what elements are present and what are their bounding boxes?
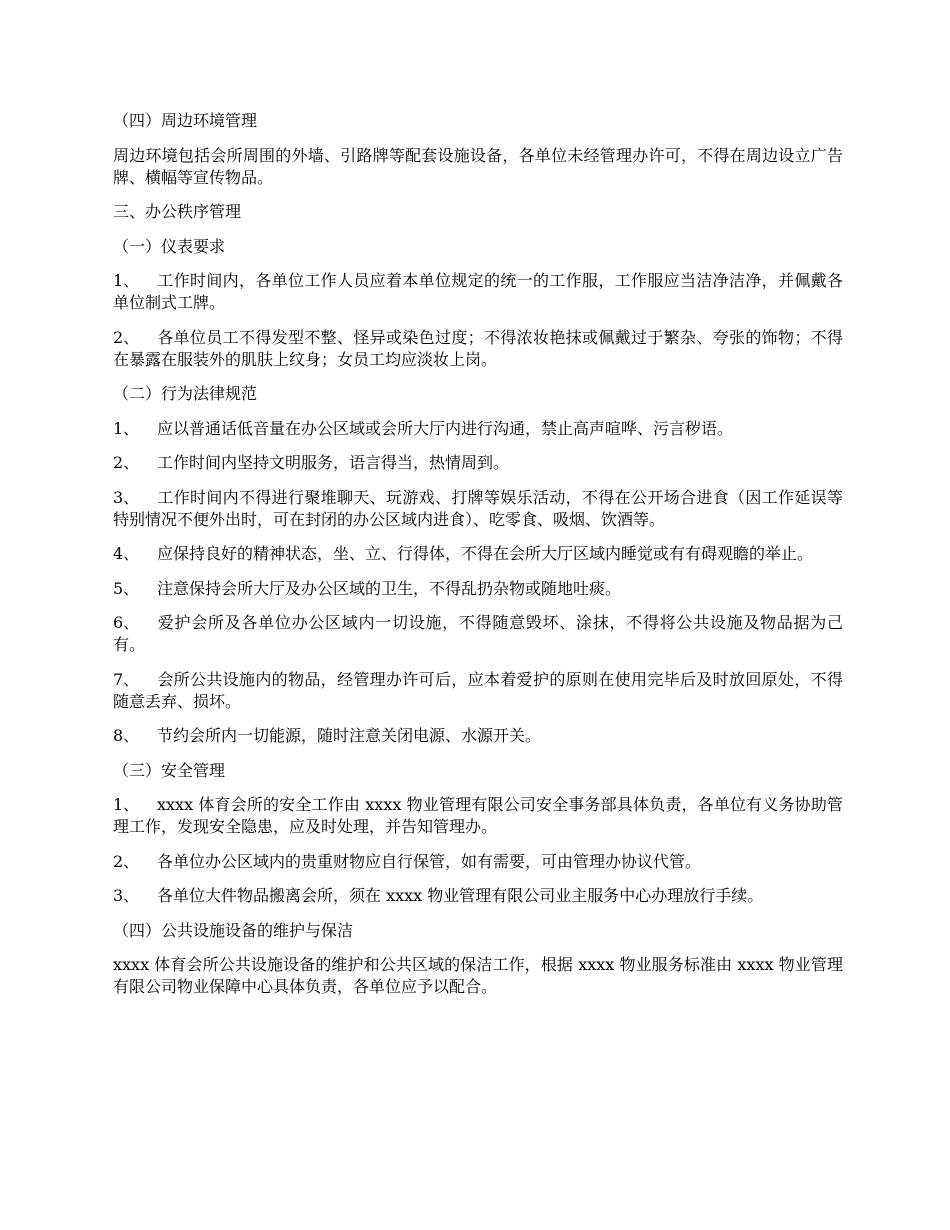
list-item (113, 487, 843, 531)
list-item (113, 612, 843, 656)
list-item-text: 各单位大件物品搬离会所，须在 xxxx 物业管理有限公司业主服务中心办理放行手续。 (157, 886, 764, 905)
list-item-text: xxxx 体育会所的安全工作由 xxxx 物业管理有限公司安全事务部具体负责，各单位有义务协助管理工作，发现安全隐患，应及时处理，并告知管理办。 (113, 795, 843, 836)
list-item (113, 270, 843, 314)
list-item (113, 418, 843, 440)
list-item-text: 各单位员工不得发型不整、怪异或染色过度；不得浓妆艳抹或佩戴过于繁杂、夸张的饰物；不得在暴露在服装外的肌肤上纹身；女员工均应淡妆上岗。 (113, 327, 843, 369)
section-heading: （四）周边环境管理 (113, 111, 258, 130)
section-heading: 三、办公秩序管理 (113, 202, 242, 221)
list-item (113, 327, 843, 371)
list-item-number: 2、 (113, 327, 140, 347)
list-item-text: 各单位办公区域内的贵重财物应自行保管，如有需要，可由管理办协议代管。 (157, 851, 702, 871)
list-item (113, 725, 843, 747)
list-item (113, 578, 843, 600)
list-item-text: 注意保持会所大厅及办公区域的卫生，不得乱扔杂物或随地吐痰。 (157, 578, 622, 598)
list-item-number: 2、 (113, 851, 140, 871)
section-heading: （四）公共设施设备的维护与保洁 (113, 920, 354, 940)
list-item-text: 应以普通话低音量在办公区域或会所大厅内进行沟通，禁止高声喧哗、污言秽语。 (157, 418, 734, 438)
list-item-text: 会所公共设施内的物品，经管理办许可后，应本着爱护的原则在使用完毕后及时放回原处，不得随意丢弃、损坏。 (113, 669, 843, 711)
list-item-number: 2、 (113, 453, 140, 472)
list-item (113, 851, 843, 873)
list-item-number: 7、 (113, 669, 140, 689)
list-item-text: 爱护会所及各单位办公区域内一切设施，不得随意毁坏、涂抹，不得将公共设施及物品据为己有。 (113, 613, 843, 654)
list-item-number: 4、 (113, 544, 140, 563)
list-item-number: 1、 (113, 418, 140, 438)
list-item-number: 8、 (113, 726, 140, 745)
list-item (113, 543, 843, 565)
section-heading: （二）行为法律规范 (113, 384, 258, 403)
section-heading: （一）仪表要求 (113, 236, 226, 256)
list-item-text: 工作时间内坚持文明服务，语言得当，热情周到。 (157, 453, 510, 472)
section-heading: （三）安全管理 (113, 760, 226, 780)
list-item (113, 885, 843, 907)
list-item-text: 应保持良好的精神状态，坐、立、行得体，不得在会所大厅区域内睡觉或有有碍观瞻的举止。 (157, 544, 814, 563)
document-page (113, 110, 843, 1011)
list-item (113, 452, 843, 474)
paragraph: xxxx 体育会所公共设施设备的维护和公共区域的保洁工作，根据 xxxx 物业服务标准由 xxxx 物业管理有限公司物业保障中心具体负责，各单位应予以配合。 (113, 955, 843, 996)
list-item-number: 1、 (113, 795, 140, 814)
list-item (113, 669, 843, 713)
list-item-number: 1、 (113, 271, 140, 290)
list-item-text: 工作时间内，各单位工作人员应着本单位规定的统一的工作服，工作服应当洁净洁净，并佩戴各单位制式工牌。 (113, 271, 843, 312)
list-item-number: 3、 (113, 487, 140, 507)
list-item (113, 794, 843, 838)
list-item-number: 6、 (113, 613, 140, 632)
list-item-number: 5、 (113, 578, 140, 598)
list-item-number: 3、 (113, 886, 140, 905)
list-item-text: 节约会所内一切能源，随时注意关闭电源、水源开关。 (157, 726, 542, 745)
list-item-text: 工作时间内不得进行聚堆聊天、玩游戏、打牌等娱乐活动，不得在公开场合进食（因工作延误等特别情况不便外出时，可在封闭的办公区域内进食）、吃零食、吸烟、饮酒等。 (113, 487, 843, 529)
paragraph: 周边环境包括会所周围的外墙、引路牌等配套设施设备，各单位未经管理办许可，不得在周边设立广告牌、横幅等宣传物品。 (113, 145, 843, 187)
